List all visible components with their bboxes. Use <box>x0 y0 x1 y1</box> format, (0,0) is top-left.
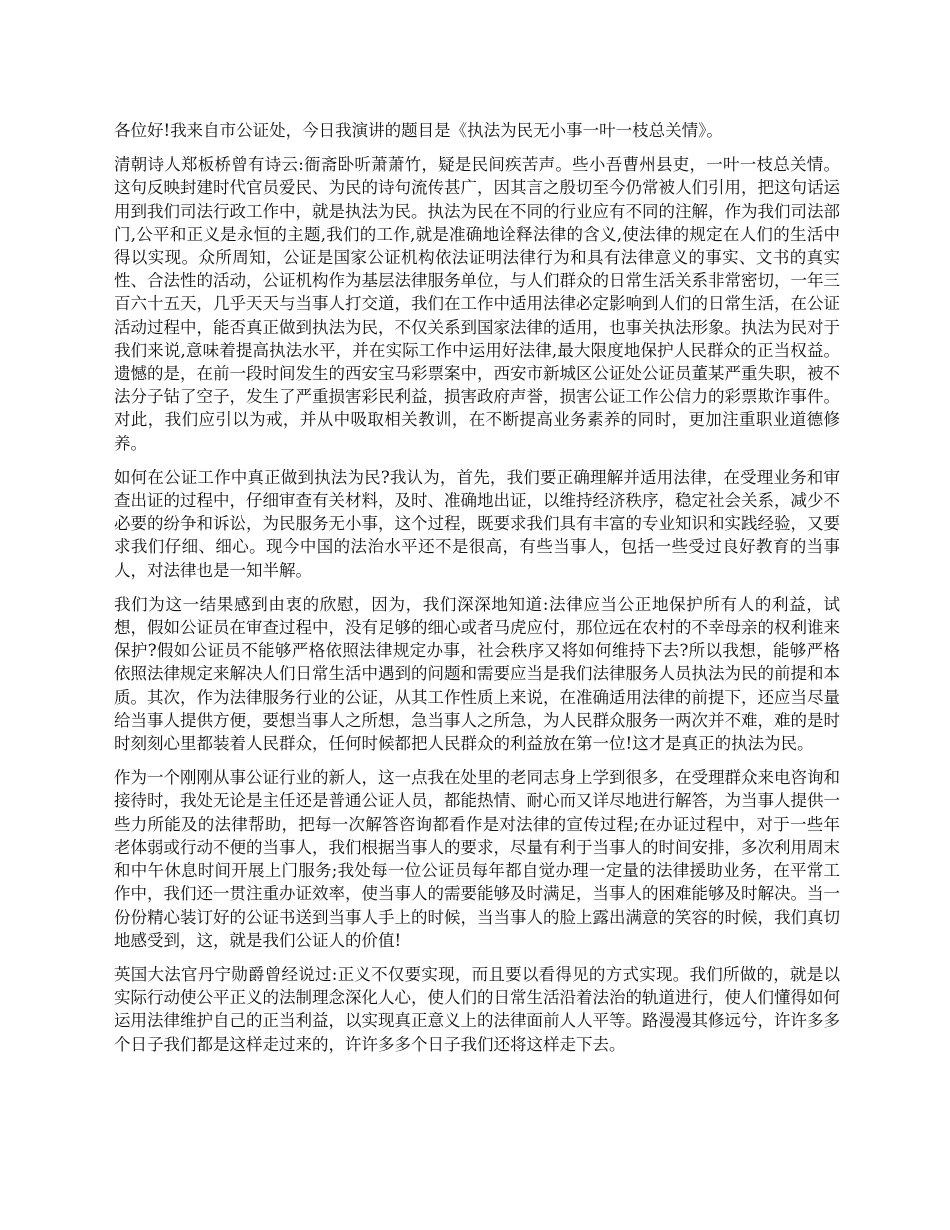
paragraph-greeting: 各位好!我来自市公证处，今日我演讲的题目是《执法为民无小事一叶一枝总关情》。 <box>114 121 723 140</box>
paragraph-how-to: 如何在公证工作中真正做到执法为民?我认为，首先，我们要正确理解并适用法律，在受理业务和审查出证的过程中，仔细审查有关材料，及时、准确地出证，以维持经济秩序，稳定社会关系，减少不必要的纷争和诉讼，为民服务无小事，这个过程，既要求我们具有丰富的专业知识和实践经验，又要求我们仔细、细心。现今中国的法治水平还不是很高，有些当事人，包括一些受过良好教育的当事人，对法律也是一知半解。 <box>114 467 840 580</box>
document-body <box>114 119 840 1067</box>
paragraph-conclusion: 英国大法官丹宁勋爵曾经说过:正义不仅要实现，而且要以看得见的方式实现。我们所做的，就是以实际行动使公平正义的法制理念深化人心，使人们的日常生活沿着法治的轨道进行，使人们懂得如何运用法律维护自己的正当利益，以实现真正意义上的法律面前人人平等。路漫漫其修远兮，许许多多个日子我们都是这样走过来的，许许多多个日子我们还将这样走下去。 <box>114 964 840 1054</box>
paragraph-newcomer: 作为一个刚刚从事公证行业的新人，这一点我在处里的老同志身上学到很多，在受理群众来电咨询和接待时，我处无论是主任还是普通公证人员，都能热情、耐心而又详尽地进行解答，为当事人提供一些力所能及的法律帮助，把每一次解答咨询都看作是对法律的宣传过程;在办证过程中，对于一些年老体弱或行动不便的当事人，我们根据当事人的要求，尽量有利于当事人的时间安排，多次利用周末和中午休息时间开展上门服务;我处每一位公证员每年都自觉办理一定量的法律援助业务，在平常工作中，我们还一贯注重办证效率，使当事人的需要能够及时满足，当事人的困难能够及时解决。当一份份精心装订好的公证书送到当事人手上的时候，当当事人的脸上露出满意的笑容的时候，我们真切地感受到，这，就是我们公证人的价值! <box>114 768 840 950</box>
paragraph-relief: 我们为这一结果感到由衷的欣慰，因为，我们深深地知道:法律应当公正地保护所有人的利益，试想，假如公证员在审查过程中，没有足够的细心或者马虎应付，那位远在农村的不幸母亲的权利谁来保护?假如公证员不能够严格依照法律规定办事，社会秩序又将如何维持下去?所以我想，能够严格依照法律规定来解决人们日常生活中遇到的问题和需要应当是我们法律服务人员执法为民的前提和本质。其次，作为法律服务行业的公证，从其工作性质上来说，在准确适用法律的前提下，还应当尽量给当事人提供方便，要想当事人之所想，急当事人之所急，为人民群众服务一两次并不难，难的是时时刻刻心里都装着人民群众，任何时候都把人民群众的利益放在第一位!这才是真正的执法为民。 <box>114 594 840 754</box>
paragraph-poem-intro: 清朝诗人郑板桥曾有诗云:衙斋卧听萧萧竹，疑是民间疾苦声。些小吾曹州县吏，一叶一枝总关情。这句反映封建时代官员爱民、为民的诗句流传甚广，因其言之殷切至今仍常被人们引用，把这句话运用到我们司法行政工作中，就是执法为民。执法为民在不同的行业应有不同的注解，作为我们司法部门,公平和正义是永恒的主题,我们的工作,就是准确地诠释法律的含义,使法律的规定在人们的生活中得以实现。众所周知，公证是国家公证机构依法证明法律行为和具有法律意义的事实、文书的真实性、合法性的活动，公证机构作为基层法律服务单位，与人们群众的日常生活关系非常密切，一年三百六十五天，几乎天天与当事人打交道，我们在工作中适用法律必定影响到人们的日常生活，在公证活动过程中，能否真正做到执法为民，不仅关系到国家法律的适用，也事关执法形象。执法为民对于我们来说,意味着提高执法水平，并在实际工作中运用好法律,最大限度地保护人民群众的正当权益。遗憾的是，在前一段时间发生的西安宝马彩票案中，西安市新城区公证处公证员董某严重失职，被不法分子钻了空子，发生了严重损害彩民利益，损害政府声誉，损害公证工作公信力的彩票欺诈事件。对此，我们应引以为戒，并从中吸取相关教训，在不断提高业务素养的同时，更加注重职业道德修养。 <box>114 155 840 453</box>
